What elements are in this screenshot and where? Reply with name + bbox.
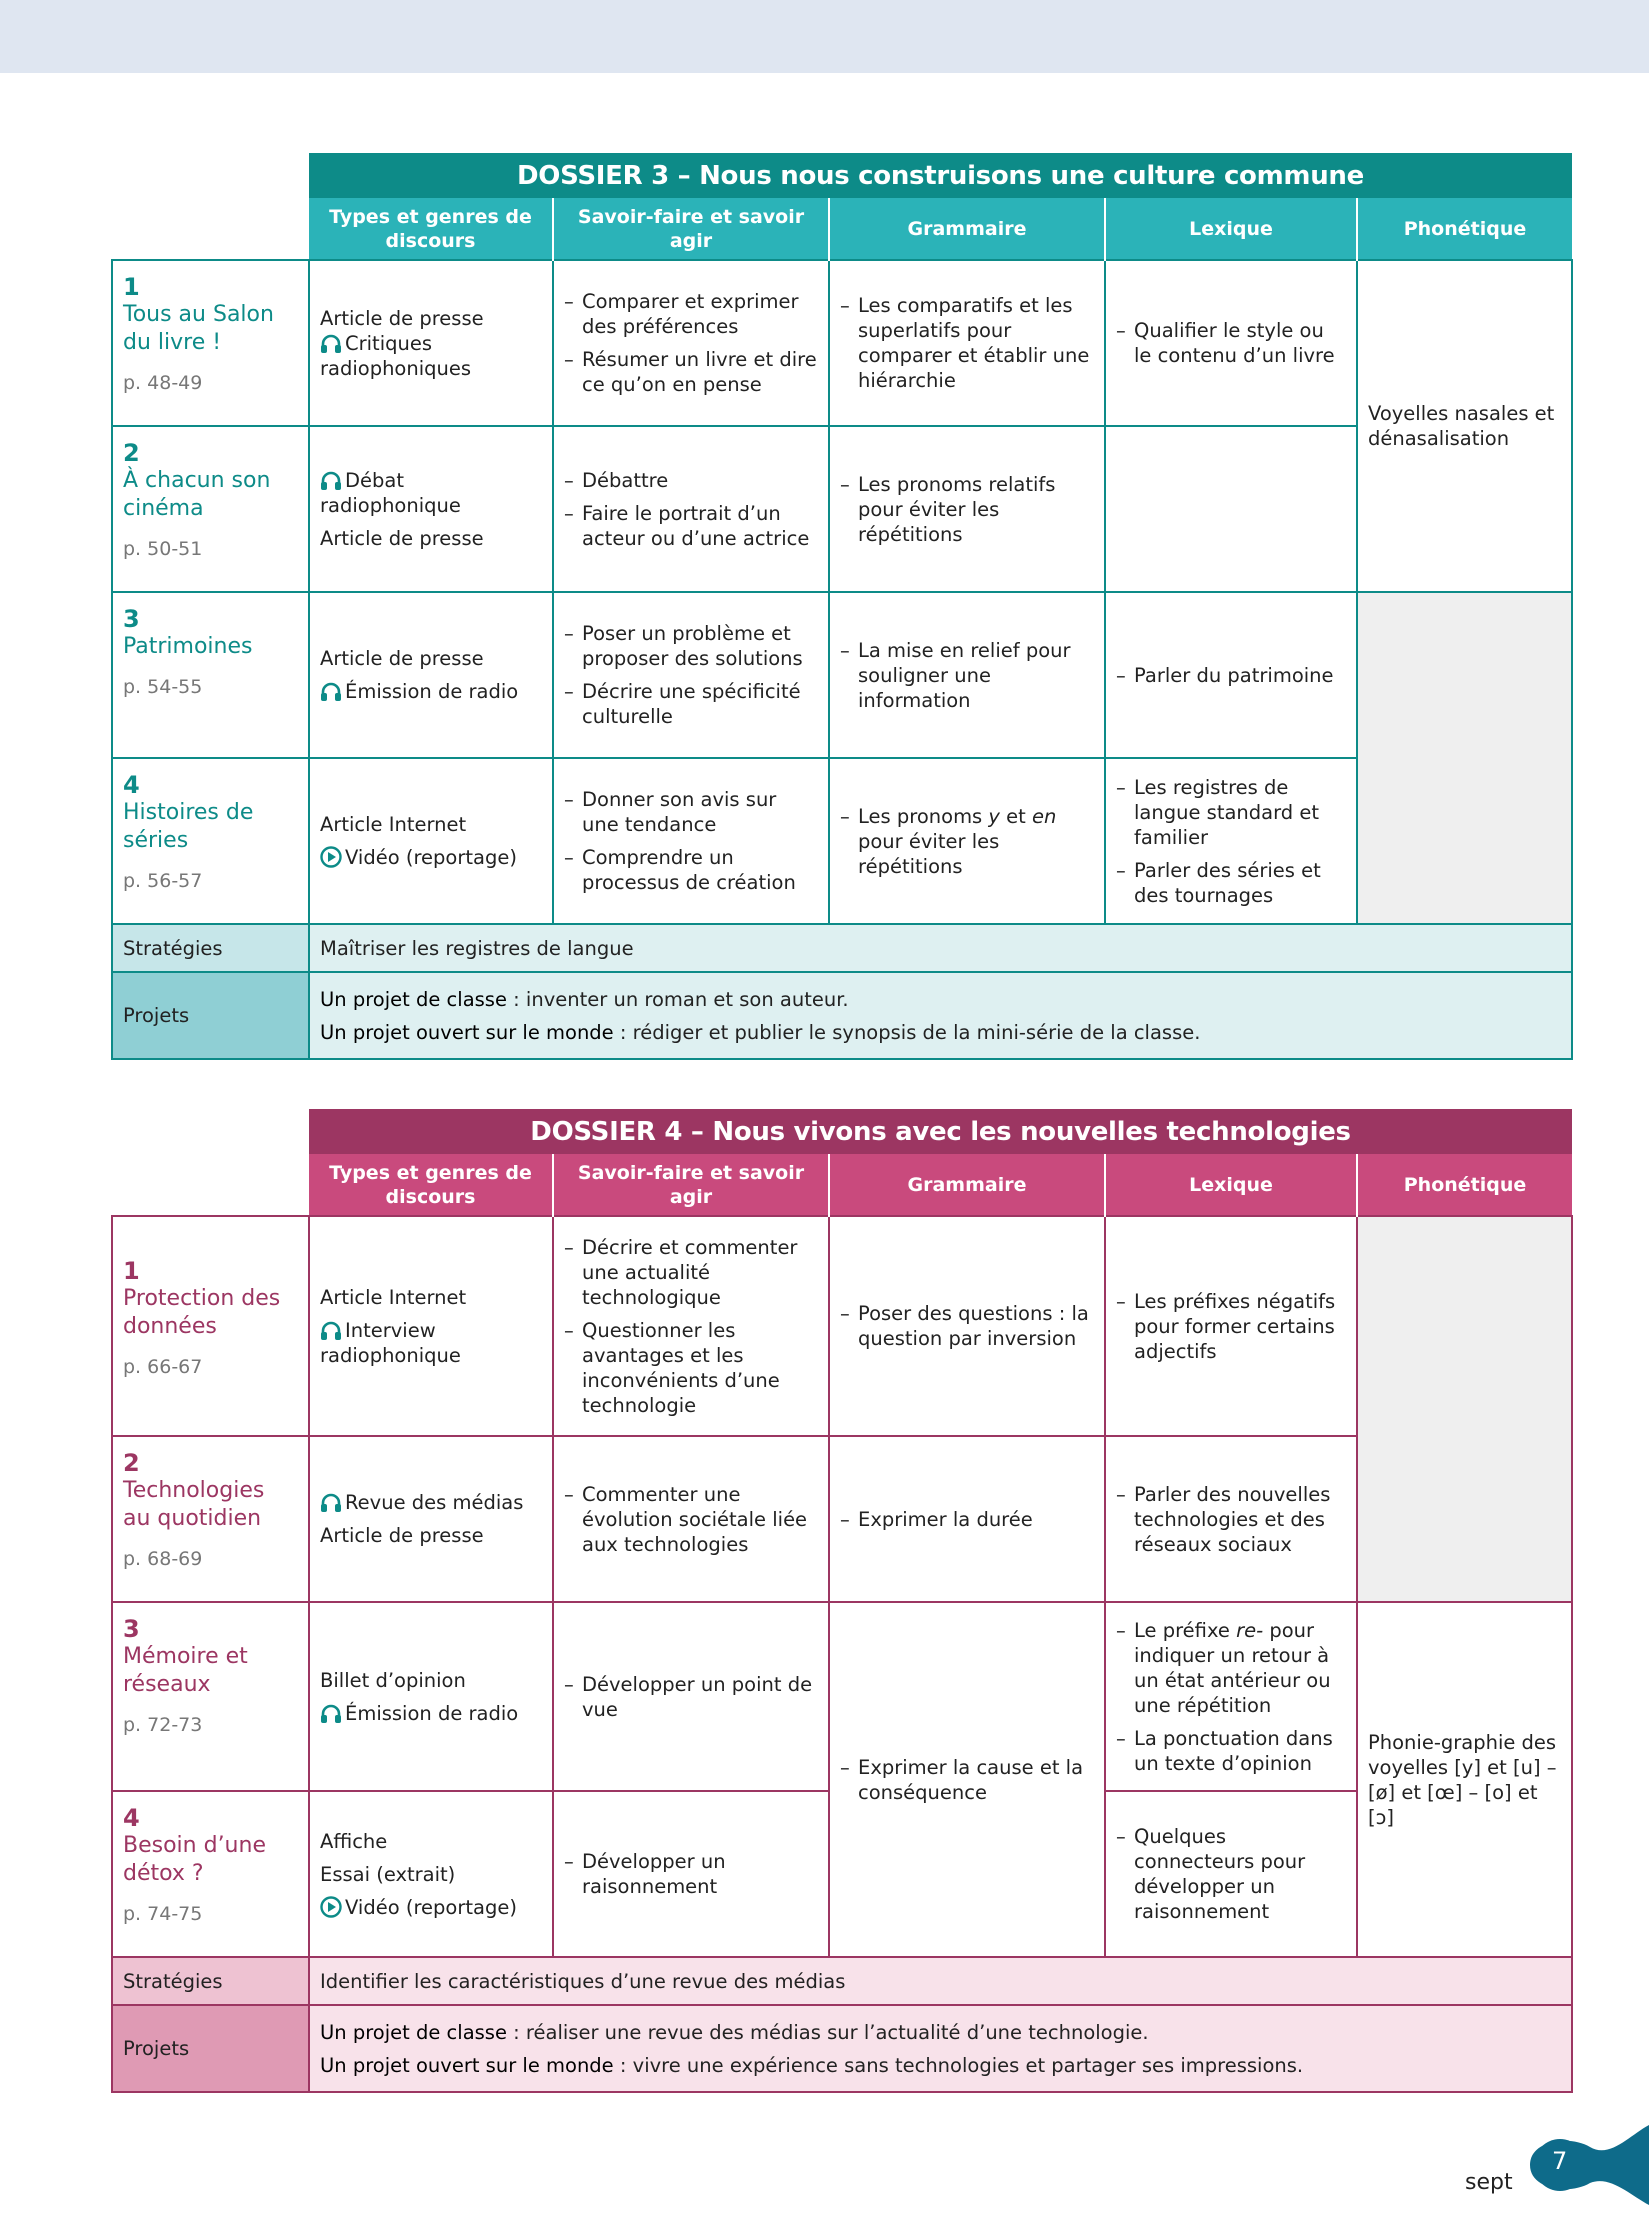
lesson-number: 1	[123, 273, 140, 301]
headphones-icon	[320, 1321, 342, 1341]
lexique-item: – Parler des séries et des tournages	[1116, 858, 1346, 908]
savoir-item: – Faire le portrait d’un acteur ou d’une actrice	[564, 501, 818, 551]
type-item: Débat radiophonique	[320, 468, 461, 517]
top-band	[0, 0, 1649, 73]
grammaire-item: – Poser des questions : la question par inversion	[840, 1301, 1094, 1351]
savoir-item: – Poser un problème et proposer des solutions	[564, 621, 818, 671]
savoir-cell	[553, 260, 829, 426]
type-item: Article Internet	[320, 1285, 467, 1309]
lesson-title: Technologies au quotidien	[123, 1478, 265, 1531]
dossier-3-table	[111, 153, 1573, 1060]
lesson-cell	[112, 1216, 309, 1436]
lesson-pages: p. 48-49	[123, 372, 203, 394]
lesson-title: Protection des données	[123, 1286, 281, 1339]
type-item: Émission de radio	[320, 679, 542, 704]
lesson-pages: p. 56-57	[123, 870, 203, 892]
savoir-item: – Donner son avis sur une tendance	[564, 787, 818, 837]
lesson-number: 1	[123, 1257, 140, 1285]
dossier-4-table	[111, 1109, 1573, 2093]
dossier-4-title: DOSSIER 4 – Nous vivons avec les nouvelles technologies	[309, 1109, 1572, 1154]
lexique-item: – Quelques connecteurs pour développer un raisonnement	[1116, 1824, 1346, 1924]
type-item: Vidéo (reportage)	[320, 845, 542, 870]
lexique-cell	[1105, 592, 1357, 758]
grammaire-cell	[829, 260, 1105, 426]
type-item: Critiques radiophoniques	[320, 331, 472, 380]
grammaire-cell	[829, 758, 1105, 924]
projet-classe: Un projet de classe : inventer un roman et son auteur.	[320, 987, 849, 1011]
types-cell	[309, 260, 553, 426]
lesson-title: Histoires de séries	[123, 800, 254, 853]
phonetique-cell-empty	[1357, 592, 1572, 924]
phonetique-item: Phonie-graphie des voyelles [y] et [u] – [ø] et [œ] – [o] et [ɔ]	[1368, 1730, 1557, 1829]
lesson-number: 2	[123, 439, 140, 467]
grammaire-item: – Exprimer la cause et la conséquence	[840, 1755, 1094, 1805]
headphones-icon	[320, 682, 342, 702]
types-cell	[309, 592, 553, 758]
type-item: Essai (extrait)	[320, 1862, 456, 1886]
col-header-savoir: Savoir-faire et savoir agir	[553, 198, 829, 260]
lexique-cell	[1105, 426, 1357, 592]
savoir-cell	[553, 592, 829, 758]
lesson-cell	[112, 426, 309, 592]
savoir-cell	[553, 758, 829, 924]
lesson-pages: p. 66-67	[123, 1356, 203, 1378]
lexique-item: – Parler des nouvelles technologies et des réseaux sociaux	[1116, 1482, 1346, 1557]
projet-monde: Un projet ouvert sur le monde : vivre une expérience sans technologies et partager ses impressions.	[320, 2053, 1304, 2077]
page-number-badge	[1530, 2125, 1649, 2205]
lexique-cell	[1105, 1602, 1357, 1791]
type-item: Article de presse	[320, 526, 484, 550]
savoir-item: – Comparer et exprimer des préférences	[564, 289, 818, 339]
type-item: Article de presse	[320, 647, 484, 670]
types-cell	[309, 1436, 553, 1602]
col-header-phonetique: Phonétique	[1357, 198, 1572, 260]
savoir-item: – Décrire et commenter une actualité technologique	[564, 1235, 818, 1310]
savoir-cell	[553, 1436, 829, 1602]
grammaire-item: – Exprimer la durée	[840, 1507, 1094, 1532]
savoir-item: – Développer un point de vue	[564, 1672, 818, 1722]
type-item: Affiche	[320, 1829, 388, 1853]
lesson-cell	[112, 1602, 309, 1791]
lesson-title: À chacun son cinéma	[123, 468, 271, 521]
lexique-cell	[1105, 1791, 1357, 1957]
lesson-number: 4	[123, 1804, 140, 1832]
grammaire-cell	[829, 592, 1105, 758]
lesson-number: 4	[123, 771, 140, 799]
strategies-label: Stratégies	[112, 924, 309, 972]
savoir-item: – Comprendre un processus de création	[564, 845, 818, 895]
strategies-label: Stratégies	[112, 1957, 309, 2005]
lesson-title: Besoin d’une détox ?	[123, 1833, 266, 1886]
lesson-number: 2	[123, 1449, 140, 1477]
play-icon	[320, 1896, 342, 1918]
grammaire-cell	[829, 1602, 1105, 1957]
col-header-types: Types et genres de discours	[309, 198, 553, 260]
col-header-types: Types et genres de discours	[309, 1154, 553, 1216]
savoir-cell	[553, 426, 829, 592]
lesson-number: 3	[123, 605, 140, 633]
type-item: Vidéo (reportage)	[320, 1895, 542, 1920]
grammaire-cell	[829, 1436, 1105, 1602]
lesson-title: Tous au Salon du livre !	[123, 302, 274, 355]
types-cell	[309, 758, 553, 924]
lexique-item: – La ponctuation dans un texte d’opinion	[1116, 1726, 1346, 1776]
lexique-item: – Les préfixes négatifs pour former certains adjectifs	[1116, 1289, 1346, 1364]
lesson-pages: p. 72-73	[123, 1714, 203, 1736]
lesson-number: 3	[123, 1615, 140, 1643]
col-header-lexique: Lexique	[1105, 198, 1357, 260]
lesson-cell	[112, 1436, 309, 1602]
type-item: Revue des médias	[320, 1490, 542, 1515]
lesson-pages: p. 74-75	[123, 1903, 203, 1925]
col-header-grammaire: Grammaire	[829, 1154, 1105, 1216]
strategies-text: Identifier les caractéristiques d’une revue des médias	[309, 1957, 1572, 2005]
grammaire-item: – Les comparatifs et les superlatifs pour comparer et établir une hiérarchie	[840, 293, 1094, 393]
headphones-icon	[320, 1493, 342, 1513]
savoir-cell	[553, 1216, 829, 1436]
lexique-item: – Qualifier le style ou le contenu d’un livre	[1116, 318, 1346, 368]
lexique-item: – Le préfixe re- pour indiquer un retour à un état antérieur ou une répétition	[1116, 1618, 1346, 1718]
dossier-3-title: DOSSIER 3 – Nous nous construisons une culture commune	[309, 153, 1572, 198]
col-header-phonetique: Phonétique	[1357, 1154, 1572, 1216]
savoir-cell	[553, 1791, 829, 1957]
lesson-pages: p. 68-69	[123, 1548, 203, 1570]
savoir-item: – Questionner les avantages et les inconvénients d’une technologie	[564, 1318, 818, 1418]
type-item: Article de presse	[320, 306, 484, 330]
phonetique-item: Voyelles nasales et dénasalisation	[1368, 402, 1555, 450]
phonetique-cell	[1357, 260, 1572, 592]
page-number: 7	[1552, 2147, 1568, 2175]
type-item: Interview radiophonique	[320, 1318, 461, 1367]
savoir-item: – Résumer un livre et dire ce qu’on en pense	[564, 347, 818, 397]
projets-label: Projets	[112, 972, 309, 1059]
phonetique-cell-empty	[1357, 1216, 1572, 1602]
lexique-cell	[1105, 260, 1357, 426]
types-cell	[309, 1791, 553, 1957]
lesson-title: Mémoire et réseaux	[123, 1644, 248, 1697]
savoir-item: – Commenter une évolution sociétale liée aux technologies	[564, 1482, 818, 1557]
col-header-lexique: Lexique	[1105, 1154, 1357, 1216]
lesson-cell	[112, 260, 309, 426]
lexique-item: – Parler du patrimoine	[1116, 663, 1346, 688]
grammaire-cell	[829, 1216, 1105, 1436]
projets-cell	[309, 2005, 1572, 2092]
play-icon	[320, 846, 342, 868]
lexique-cell	[1105, 1216, 1357, 1436]
lexique-item: – Les registres de langue standard et familier	[1116, 775, 1346, 850]
lesson-pages: p. 50-51	[123, 538, 203, 560]
lexique-cell	[1105, 758, 1357, 924]
savoir-item: – Décrire une spécificité culturelle	[564, 679, 818, 729]
lesson-pages: p. 54-55	[123, 676, 203, 698]
type-item: Billet d’opinion	[320, 1668, 466, 1692]
projets-cell	[309, 972, 1572, 1059]
savoir-cell	[553, 1602, 829, 1791]
types-cell	[309, 1216, 553, 1436]
types-cell	[309, 426, 553, 592]
projet-classe: Un projet de classe : réaliser une revue des médias sur l’actualité d’une technologie.	[320, 2020, 1149, 2044]
grammaire-cell	[829, 426, 1105, 592]
col-header-grammaire: Grammaire	[829, 198, 1105, 260]
type-item: Article de presse	[320, 1524, 484, 1547]
projets-label: Projets	[112, 2005, 309, 2092]
lesson-cell	[112, 758, 309, 924]
lesson-cell	[112, 592, 309, 758]
type-item: Article Internet	[320, 813, 467, 836]
headphones-icon	[320, 334, 342, 354]
grammaire-item: – Les pronoms y et en pour éviter les répétitions	[840, 804, 1094, 879]
col-header-savoir: Savoir-faire et savoir agir	[553, 1154, 829, 1216]
strategies-text: Maîtriser les registres de langue	[309, 924, 1572, 972]
lesson-cell	[112, 1791, 309, 1957]
grammaire-item: – Les pronoms relatifs pour éviter les répétitions	[840, 472, 1094, 547]
savoir-item: – Développer un raisonnement	[564, 1849, 818, 1899]
projet-monde: Un projet ouvert sur le monde : rédiger et publier le synopsis de la mini-série de la classe.	[320, 1020, 1201, 1044]
types-cell	[309, 1602, 553, 1791]
page-word: sept	[1465, 2170, 1513, 2195]
lesson-title: Patrimoines	[123, 634, 253, 659]
headphones-icon	[320, 1704, 342, 1724]
phonetique-cell	[1357, 1602, 1572, 1957]
grammaire-item: – La mise en relief pour souligner une information	[840, 638, 1094, 713]
savoir-item: – Débattre	[564, 468, 818, 493]
headphones-icon	[320, 471, 342, 491]
lexique-cell	[1105, 1436, 1357, 1602]
type-item: Émission de radio	[320, 1701, 542, 1726]
